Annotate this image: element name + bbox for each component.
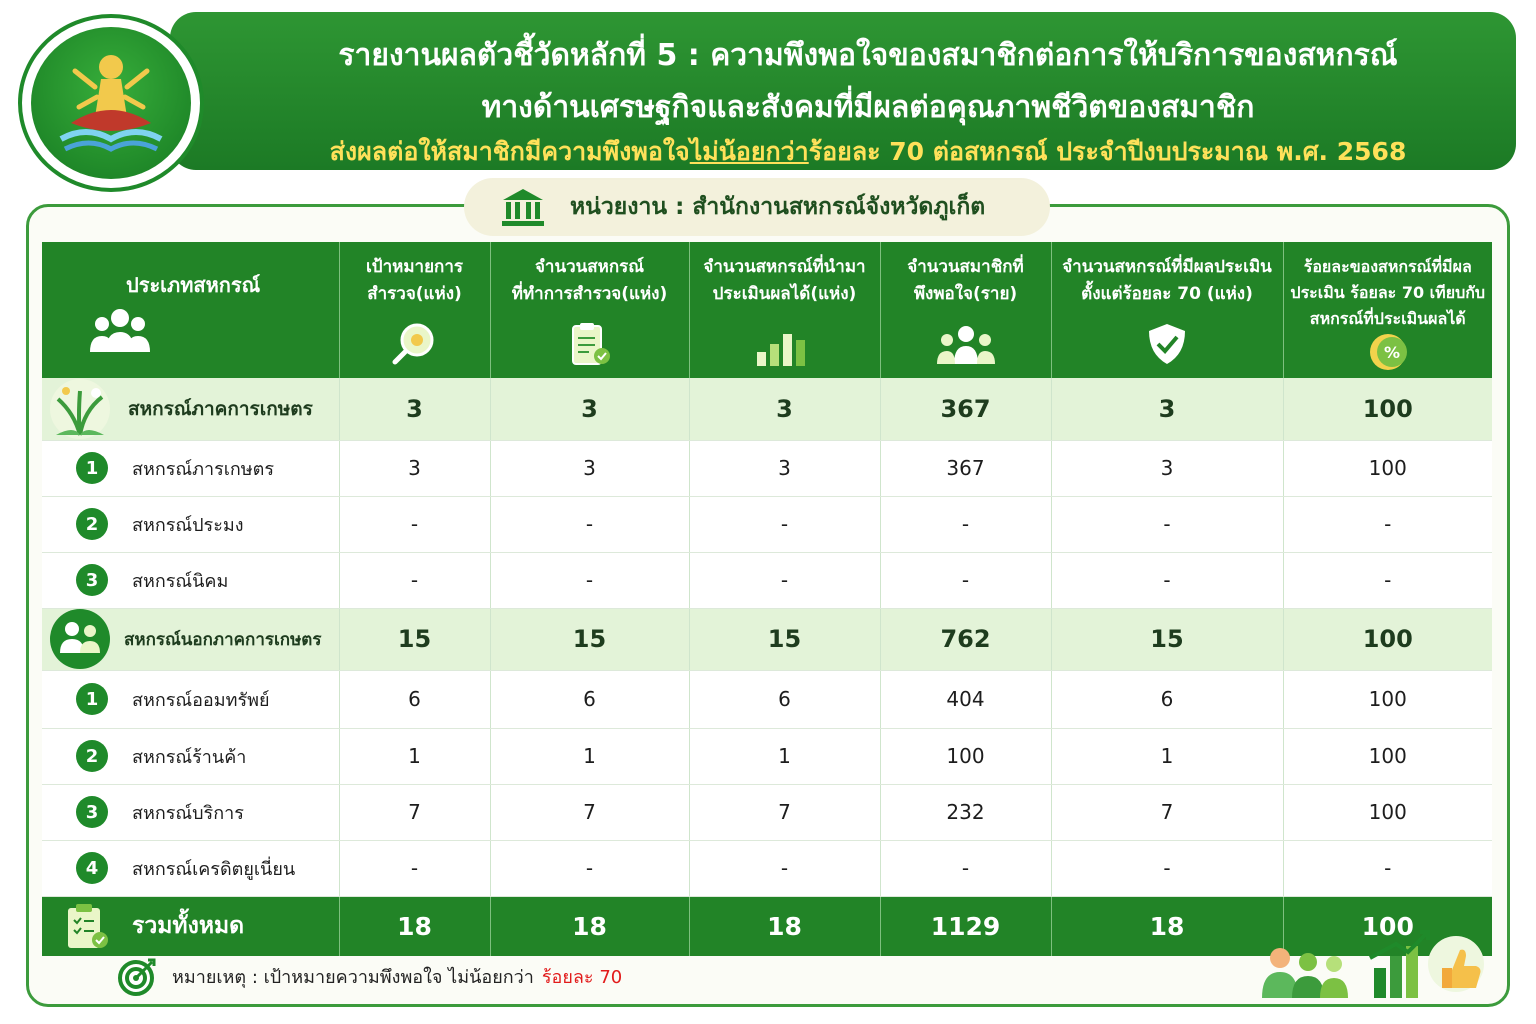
cell: - [490,496,689,552]
table-row [42,728,1492,784]
cell: 15 [689,608,880,670]
header-banner [170,12,1516,170]
cell: 7 [490,784,689,840]
cell: 100 [1283,608,1492,670]
rice-plant-icon [44,377,116,441]
cell: 18 [1051,896,1283,956]
bank-icon [500,187,546,227]
magnifier-gear-icon [389,322,441,366]
cell: 100 [1283,896,1492,956]
people-group-icon [90,306,150,354]
total-name-cell: รวมทั้งหมด [42,896,339,956]
table-row [42,440,1492,496]
table-row [42,840,1492,896]
cell: 3 [1051,378,1283,440]
cell: 3 [339,378,490,440]
cell: - [689,840,880,896]
header-evaluable-count: จำนวนสหกรณ์ที่นำมา ประเมินผลได้(แห่ง) [689,242,880,378]
group-row-non-agricultural [42,608,1492,670]
header-surveyed-count: จำนวนสหกรณ์ ที่ทำการสำรวจ(แห่ง) [490,242,689,378]
clipboard-check-icon [567,322,613,366]
cell: 404 [880,670,1051,728]
cell: 6 [689,670,880,728]
cell: 1 [339,728,490,784]
header-percentage: ร้อยละของสหกรณ์ที่มีผล ประเมิน ร้อยละ 70 เทียบกับ สหกรณ์ที่ประเมินผลได้ % [1283,242,1492,378]
group-name-cell: สหกรณ์นอกภาคการเกษตร [42,608,339,670]
cell: 6 [1051,670,1283,728]
unit-label: หน่วยงาน : สำนักงานสหกรณ์จังหวัดภูเก็ต [570,194,986,220]
cell: - [880,840,1051,896]
cell: - [1283,840,1492,896]
cell: 100 [1283,378,1492,440]
row-number-badge: 1 [76,683,108,715]
cell: 6 [339,670,490,728]
cell: 367 [880,440,1051,496]
row-name-cell: 1 สหกรณ์ภารเกษตร [42,440,339,496]
row-number-badge: 2 [76,740,108,772]
unit-label-pill [464,178,1050,236]
table-row [42,670,1492,728]
svg-text:%: % [1383,343,1400,362]
cell: - [339,840,490,896]
header-satisfied-members: จำนวนสมาชิกที่ พึงพอใจ(ราย) [880,242,1051,378]
row-name-cell: 2 สหกรณ์ร้านค้า [42,728,339,784]
target-icon [118,956,158,996]
cell: 18 [490,896,689,956]
cell: 1 [490,728,689,784]
cell: 15 [1051,608,1283,670]
cell: 3 [689,378,880,440]
cell: 7 [339,784,490,840]
cell: 100 [880,728,1051,784]
cell: - [689,552,880,608]
team-icon [935,324,997,366]
table-row [42,496,1492,552]
cell: - [490,840,689,896]
cell: 1129 [880,896,1051,956]
row-number-badge: 1 [76,452,108,484]
cell: - [1051,552,1283,608]
table-row [42,552,1492,608]
cell: 3 [339,440,490,496]
report-target-line: ส่งผลต่อให้สมาชิกมีความพึงพอใจไม่น้อยกว่าร้อยละ 70 ต่อสหกรณ์ ประจำปีงบประมาณ พ.ศ. 2568 [329,137,1407,166]
header-coop-type: ประเภทสหกรณ์ [42,242,339,378]
cell: 18 [689,896,880,956]
department-logo [18,14,204,192]
cell: 100 [1283,440,1492,496]
percent-coin-icon [1366,332,1410,372]
cell: - [689,496,880,552]
row-number-badge: 3 [76,796,108,828]
row-name-cell: 1 สหกรณ์ออมทรัพย์ [42,670,339,728]
row-name-cell: 4 สหกรณ์เครดิตยูเนี่ยน [42,840,339,896]
bar-chart-icon [755,326,815,366]
cell: 367 [880,378,1051,440]
table-row [42,784,1492,840]
cell: 3 [490,378,689,440]
cell: - [1283,552,1492,608]
cell: 7 [689,784,880,840]
cell: - [339,496,490,552]
two-people-icon [44,607,116,671]
cell: 762 [880,608,1051,670]
row-name-cell: 3 สหกรณ์บริการ [42,784,339,840]
header-survey-target: เป้าหมายการ สำรวจ(แห่ง) [339,242,490,378]
results-table [42,242,1492,956]
cell: 1 [689,728,880,784]
row-name-cell: 3 สหกรณ์นิคม [42,552,339,608]
cell: 7 [1051,784,1283,840]
cell: 100 [1283,670,1492,728]
checklist-icon [64,902,110,950]
table-header-row [42,242,1492,378]
footnote [118,956,622,996]
cell: - [490,552,689,608]
footnote-text: หมายเหตุ : เป้าหมายความพึงพอใจ ไม่น้อยกว่า [172,966,534,988]
cell: - [1283,496,1492,552]
row-name-cell: 2 สหกรณ์ประมง [42,496,339,552]
row-number-badge: 4 [76,852,108,884]
row-number-badge: 3 [76,564,108,596]
cell: 15 [339,608,490,670]
cell: 18 [339,896,490,956]
cell: 100 [1283,784,1492,840]
cell: 15 [490,608,689,670]
logo-emblem [31,27,191,179]
cell: 3 [490,440,689,496]
cell: 3 [689,440,880,496]
cell: - [1051,840,1283,896]
people-growth-illustration [1256,928,1488,1000]
report-subtitle: ทางด้านเศรษฐกิจและสังคมที่มีผลต่อคุณภาพชีวิตของสมาชิก [481,90,1255,125]
cell: - [880,496,1051,552]
cell: 1 [1051,728,1283,784]
cell: - [880,552,1051,608]
cell: 6 [490,670,689,728]
cell: 100 [1283,728,1492,784]
cell: 232 [880,784,1051,840]
shield-check-icon [1146,322,1188,366]
cell: - [339,552,490,608]
row-number-badge: 2 [76,508,108,540]
footnote-highlight: ร้อยละ 70 [541,966,623,988]
report-title: รายงานผลตัวชี้วัดหลักที่ 5 : ความพึงพอใจของสมาชิกต่อการให้บริการของสหกรณ์ [338,38,1398,73]
cell: - [1051,496,1283,552]
group-row-agricultural [42,378,1492,440]
group-name-cell: สหกรณ์ภาคการเกษตร [42,378,339,440]
cell: 3 [1051,440,1283,496]
header-passing-coops: จำนวนสหกรณ์ที่มีผลประเมิน ตั้งแต่ร้อยละ 70 (แห่ง) [1051,242,1283,378]
